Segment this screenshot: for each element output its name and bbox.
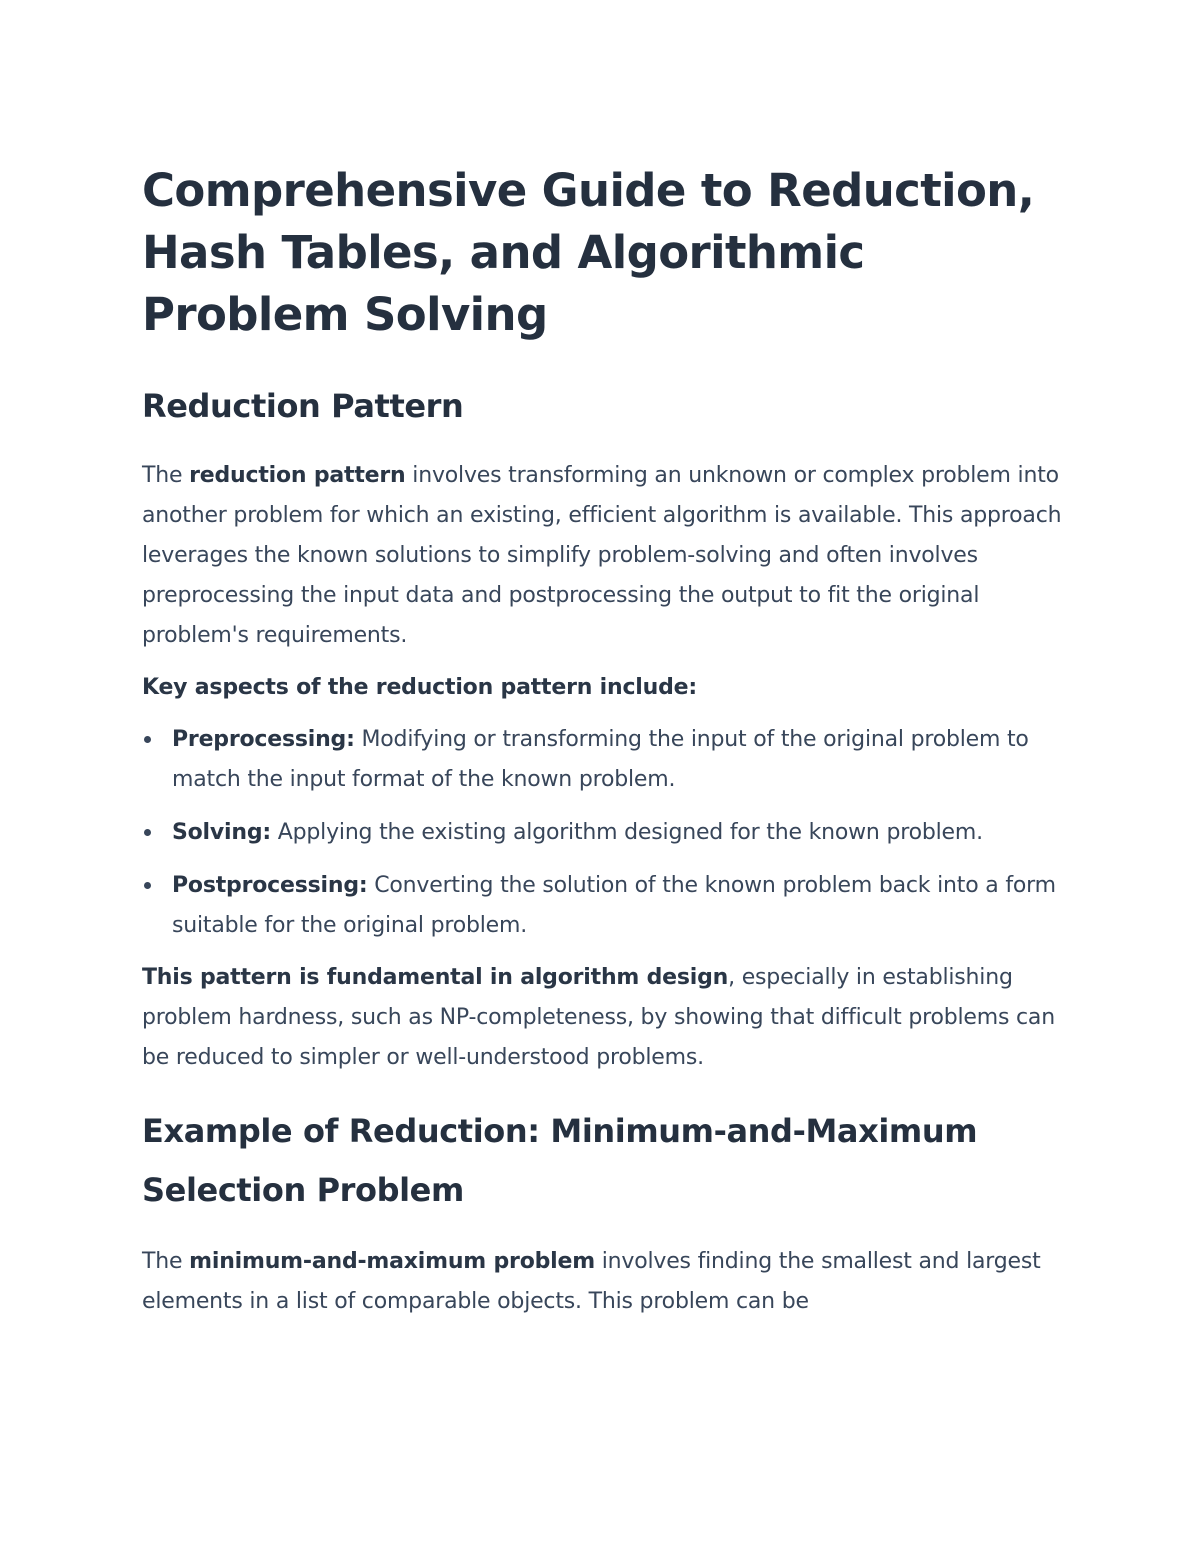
list-item — [142, 720, 1072, 800]
intro-prefix: The — [142, 463, 190, 488]
bullet-icon — [144, 882, 151, 889]
list-item — [142, 866, 1072, 946]
minmax-rest: involves finding the smallest and largest elements in a list of comparable objects. This problem can be — [142, 1249, 1041, 1314]
closing-bold: This pattern is fundamental in algorithm design — [142, 965, 729, 990]
section-heading-min-max-example: Example of Reduction: Minimum-and-Maximum Selection Problem — [142, 1112, 978, 1209]
key-aspects-list — [142, 720, 1072, 946]
document-page — [142, 160, 1072, 1322]
list-item-term: Preprocessing: — [172, 727, 355, 752]
key-aspects-bold: Key aspects of the reduction pattern include: — [142, 675, 697, 700]
bullet-icon — [144, 829, 151, 836]
list-item-text: Applying the existing algorithm designed for the known problem. — [271, 820, 983, 845]
min-max-intro-paragraph — [142, 1242, 1072, 1322]
bullet-icon — [144, 736, 151, 743]
intro-rest: involves transforming an unknown or complex problem into another problem for which an existing, efficient algorithm is available. This approach leverages the known solutions to simplify problem-solving and often involves preprocessing the input data and postprocessing the output to fit the original problem's requirements. — [142, 463, 1062, 648]
section-heading-reduction-pattern: Reduction Pattern — [142, 387, 464, 425]
list-item-term: Solving: — [172, 820, 271, 845]
intro-bold-term: reduction pattern — [189, 463, 406, 488]
document-title: Comprehensive Guide to Reduction, Hash Tables, and Algorithmic Problem Solving — [142, 164, 1035, 341]
list-item — [142, 813, 1072, 853]
list-item-text: Converting the solution of the known problem back into a form suitable for the original problem. — [172, 873, 1056, 938]
list-item-text: Modifying or transforming the input of the original problem to match the input format of the known problem. — [172, 727, 1029, 792]
list-item-term: Postprocessing: — [172, 873, 368, 898]
reduction-closing-paragraph — [142, 958, 1072, 1078]
reduction-intro-paragraph — [142, 456, 1072, 656]
minmax-prefix: The — [142, 1249, 190, 1274]
key-aspects-label — [142, 668, 1072, 708]
minmax-bold-term: minimum-and-maximum problem — [189, 1249, 595, 1274]
closing-rest: , especially in establishing problem hardness, such as NP-completeness, by showing that difficult problems can be reduced to simpler or well-understood problems. — [142, 965, 1055, 1070]
